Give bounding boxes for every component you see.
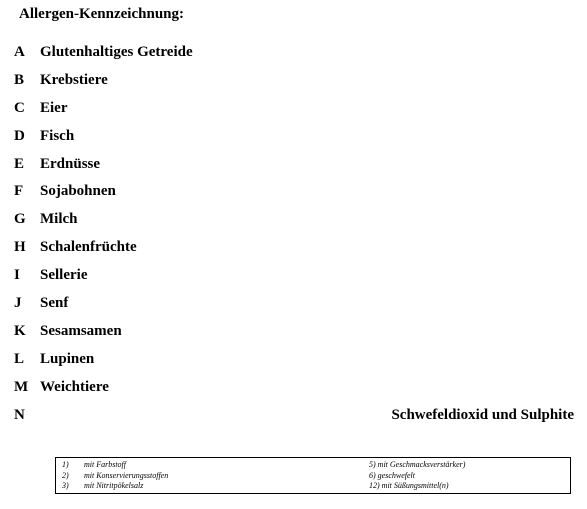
allergen-name: Senf — [40, 295, 69, 312]
allergen-code: L — [14, 350, 25, 367]
footnote-number: 2) — [62, 470, 69, 480]
allergen-code: N — [14, 406, 25, 423]
page-title: Allergen-Kennzeichnung: — [19, 6, 184, 22]
allergen-name: Krebstiere — [40, 71, 108, 88]
footnote-item — [369, 471, 465, 482]
allergen-row — [14, 322, 574, 350]
allergen-row — [14, 43, 574, 71]
footnote-number: 1) — [62, 460, 69, 469]
allergen-row — [14, 71, 574, 99]
footnote-item — [369, 481, 465, 492]
allergen-name: Weichtiere — [40, 378, 109, 395]
footnote-text: 12) mit Süßungsmittel(n) — [369, 481, 449, 490]
allergen-row — [14, 99, 574, 127]
allergen-row — [14, 155, 574, 183]
allergen-code: A — [14, 44, 25, 60]
allergen-code: G — [14, 211, 26, 228]
allergen-name: Lupinen — [40, 350, 95, 367]
allergen-name: Sojabohnen — [40, 183, 116, 200]
allergen-name: Erdnüsse — [40, 155, 101, 172]
allergen-code: C — [14, 99, 25, 116]
footnote-column-right — [369, 460, 465, 492]
footnote-text: mit Konservierungsstoffen — [84, 470, 169, 480]
allergen-row — [14, 406, 574, 434]
allergen-code: B — [14, 71, 25, 88]
footnote-text: mit Farbstoff — [84, 460, 127, 469]
footnote-text: 5) mit Geschmacksverstärker) — [369, 460, 466, 469]
footnote-text: mit Nitritpökelsalz — [84, 481, 144, 490]
footnote-item — [369, 460, 465, 471]
allergen-row — [14, 238, 574, 266]
allergen-row — [14, 182, 574, 210]
allergen-code: I — [14, 267, 20, 284]
allergen-name: Glutenhaltiges Getreide — [40, 44, 193, 60]
allergen-name: Sellerie — [40, 267, 88, 284]
allergen-name: Schalenfrüchte — [40, 239, 137, 256]
footnote-box — [55, 457, 571, 494]
allergen-row — [14, 294, 574, 322]
allergen-list — [14, 43, 574, 433]
allergen-row — [14, 350, 574, 378]
allergen-name: Sesamsamen — [40, 322, 122, 339]
allergen-name: Fisch — [40, 127, 75, 144]
allergen-row — [14, 378, 574, 406]
allergen-code: J — [14, 295, 22, 312]
allergen-code: F — [14, 183, 24, 200]
allergen-code: H — [14, 239, 26, 256]
allergen-name: Schwefeldioxid und Sulphite — [391, 406, 574, 423]
footnote-number: 3) — [62, 481, 69, 490]
footnote-text: 6) geschwefelt — [369, 470, 415, 480]
allergen-code: M — [14, 378, 29, 395]
allergen-row — [14, 266, 574, 294]
allergen-code: E — [14, 155, 25, 172]
allergen-name: Eier — [40, 99, 68, 116]
allergen-name: Milch — [40, 211, 78, 228]
allergen-code: K — [14, 322, 26, 339]
allergen-code: D — [14, 127, 25, 144]
allergen-row — [14, 210, 574, 238]
allergen-row — [14, 127, 574, 155]
